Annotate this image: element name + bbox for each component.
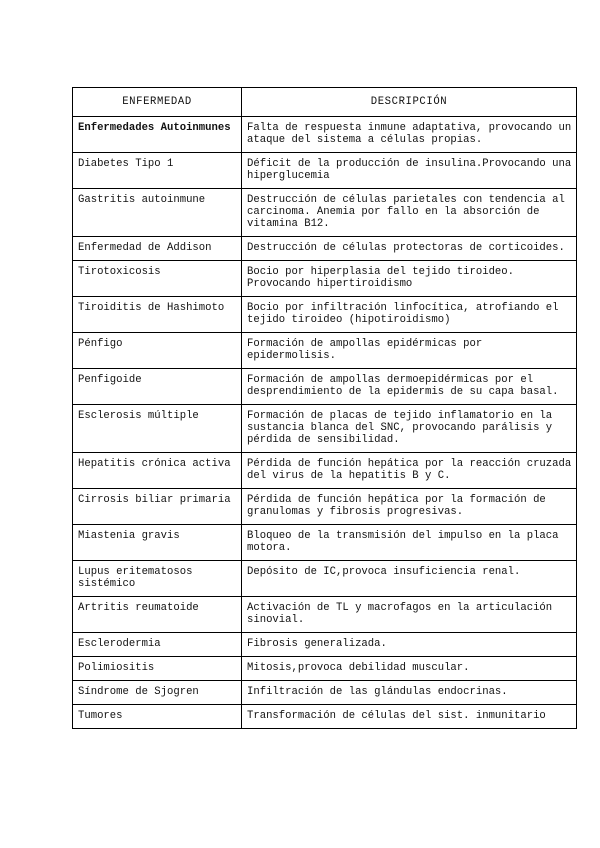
table-row [73, 633, 577, 657]
table-row [73, 117, 577, 153]
disease-name: Tirotoxicosis [73, 261, 242, 297]
table-row [73, 489, 577, 525]
disease-name: Enfermedad de Addison [73, 237, 242, 261]
disease-name: Cirrosis biliar primaria [73, 489, 242, 525]
disease-description: Infiltración de las glándulas endocrinas. [242, 681, 577, 705]
disease-name: Hepatitis crónica activa [73, 453, 242, 489]
disease-name: Síndrome de Sjogren [73, 681, 242, 705]
disease-name: Polimiositis [73, 657, 242, 681]
table-row [73, 297, 577, 333]
disease-name: Gastritis autoinmune [73, 189, 242, 237]
disease-description: Fibrosis generalizada. [242, 633, 577, 657]
disease-description: Bocio por infiltración linfocítica, atrofiando el tejido tiroideo (hipotiroidismo) [242, 297, 577, 333]
header-descripcion: DESCRIPCIÓN [242, 88, 577, 117]
header-row [73, 88, 577, 117]
table-row [73, 261, 577, 297]
disease-description: Transformación de células del sist. inmunitario [242, 705, 577, 729]
disease-description: Destrucción de células protectoras de corticoides. [242, 237, 577, 261]
table-row [73, 405, 577, 453]
disease-description: Pérdida de función hepática por la reacción cruzada del virus de la hepatitis B y C. [242, 453, 577, 489]
table-row [73, 333, 577, 369]
table-row [73, 561, 577, 597]
disease-name: Pénfigo [73, 333, 242, 369]
disease-name: Esclerodermia [73, 633, 242, 657]
disease-description: Mitosis,provoca debilidad muscular. [242, 657, 577, 681]
disease-description: Bocio por hiperplasia del tejido tiroideo. Provocando hipertiroidismo [242, 261, 577, 297]
disease-name: Artritis reumatoide [73, 597, 242, 633]
table-row [73, 453, 577, 489]
header-enfermedad: ENFERMEDAD [73, 88, 242, 117]
table-row [73, 597, 577, 633]
disease-description: Activación de TL y macrofagos en la articulación sinovial. [242, 597, 577, 633]
disease-description: Destrucción de células parietales con tendencia al carcinoma. Anemia por fallo en la absorción de vitamina B12. [242, 189, 577, 237]
disease-name: Tumores [73, 705, 242, 729]
disease-name: Miastenia gravis [73, 525, 242, 561]
disease-description: Formación de placas de tejido inflamatorio en la sustancia blanca del SNC, provocando parálisis y pérdida de sensibilidad. [242, 405, 577, 453]
table-row [73, 237, 577, 261]
disease-name: Lupus eritematosos sistémico [73, 561, 242, 597]
disease-name: Tiroiditis de Hashimoto [73, 297, 242, 333]
table-row [73, 189, 577, 237]
disease-name: Penfigoide [73, 369, 242, 405]
disease-table [72, 87, 577, 729]
table-row [73, 525, 577, 561]
disease-name: Diabetes Tipo 1 [73, 153, 242, 189]
disease-description: Falta de respuesta inmune adaptativa, provocando un ataque del sistema a células propias. [242, 117, 577, 153]
disease-description: Bloqueo de la transmisión del impulso en la placa motora. [242, 525, 577, 561]
disease-description: Déficit de la producción de insulina.Provocando una hiperglucemia [242, 153, 577, 189]
disease-description: Pérdida de función hepática por la formación de granulomas y fibrosis progresivas. [242, 489, 577, 525]
disease-description: Depósito de IC,provoca insuficiencia renal. [242, 561, 577, 597]
table-row [73, 153, 577, 189]
disease-description: Formación de ampollas epidérmicas por epidermolisis. [242, 333, 577, 369]
table-row [73, 705, 577, 729]
table-row [73, 657, 577, 681]
disease-name: Esclerosis múltiple [73, 405, 242, 453]
table-row [73, 681, 577, 705]
table-row [73, 369, 577, 405]
disease-name: Enfermedades Autoinmunes [73, 117, 242, 153]
disease-description: Formación de ampollas dermoepidérmicas por el desprendimiento de la epidermis de su capa basal. [242, 369, 577, 405]
